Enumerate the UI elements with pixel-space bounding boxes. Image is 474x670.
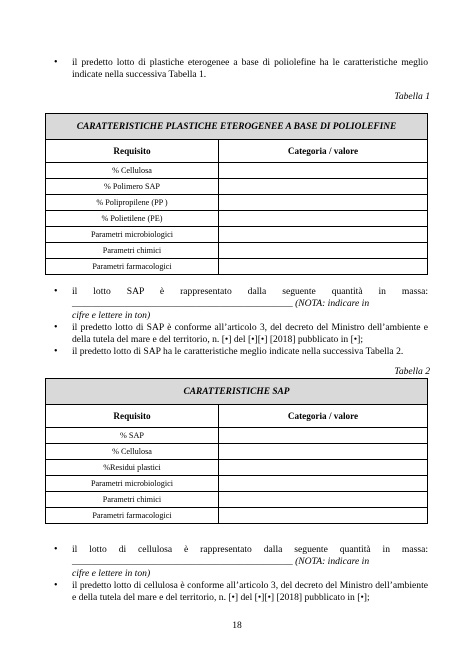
table1-title: CARATTERISTICHE PLASTICHE ETEROGENEE A BASE DI POLIOLEFINE <box>46 114 428 140</box>
sap-conformity-bullet <box>56 322 428 346</box>
table1-requisito-cell: Parametri farmacologici <box>46 259 219 275</box>
table2-requisito-cell: % Cellulosa <box>46 444 219 460</box>
sap-quantity-line: il lotto SAP è rappresentato dalla seguente quantità in massa: <box>72 286 428 297</box>
table1-value-cell[interactable] <box>219 227 428 243</box>
table2-requisito-cell: % SAP <box>46 428 219 444</box>
table-row <box>46 211 428 227</box>
sap-quantity-blank[interactable]: ______________________________________________ <box>72 298 293 309</box>
table1-requisito-cell: % Polimero SAP <box>46 179 219 195</box>
sap-characteristics-text: il predetto lotto di SAP ha le caratteristiche meglio indicate nella successiva Tabella 2. <box>72 346 404 357</box>
table1-header-categoria: Categoria / valore <box>219 140 428 163</box>
table2-header-categoria: Categoria / valore <box>219 405 428 428</box>
table1-value-cell[interactable] <box>219 195 428 211</box>
bullet-icon: • <box>54 322 58 333</box>
table1-requisito-cell: Parametri chimici <box>46 243 219 259</box>
table-row <box>46 428 428 444</box>
table2-value-cell[interactable] <box>219 492 428 508</box>
intro-bullet <box>56 57 428 81</box>
table-row <box>46 195 428 211</box>
bullet-icon: • <box>54 580 58 591</box>
table2-value-cell[interactable] <box>219 444 428 460</box>
table2-requisito-cell: Parametri microbiologici <box>46 476 219 492</box>
sap-quantity-note-cont: cifre e lettere in ton) <box>72 310 151 321</box>
sap-conformity-text: il predetto lotto di SAP è conforme all’articolo 3, del decreto del Ministro dell’ambiente e della tutela del mare e del territorio, n. [•] del [•][•] [2018] pubblicato in [•]; <box>72 322 428 345</box>
cellulosa-quantity-bullet <box>56 544 428 580</box>
table1-requisito-cell: Parametri microbiologici <box>46 227 219 243</box>
table1 <box>45 113 428 275</box>
bullet-icon: • <box>54 544 58 555</box>
bullet-icon: • <box>54 346 58 357</box>
table1-requisito-cell: % Polietilene (PE) <box>46 211 219 227</box>
cellulosa-conformity-bullet <box>56 580 428 604</box>
table2-caption: Tabella 2 <box>394 366 430 377</box>
table1-value-cell[interactable] <box>219 243 428 259</box>
page-number: 18 <box>232 620 242 631</box>
cellulosa-conformity-text: il predetto lotto di cellulosa è conforme all’articolo 3, del decreto del Ministro dell’ambiente e della tutela del mare e del territorio, n. [•] del [•][•] [2018] pubblicato in [•]; <box>72 580 428 603</box>
cellulosa-quantity-note: (NOTA: indicare in <box>295 556 370 567</box>
table-row <box>46 163 428 179</box>
table-row <box>46 460 428 476</box>
table2-title: CARATTERISTICHE SAP <box>46 379 428 405</box>
table-row <box>46 476 428 492</box>
table-row <box>46 508 428 524</box>
table-row <box>46 492 428 508</box>
table2-value-cell[interactable] <box>219 476 428 492</box>
table2 <box>45 378 428 524</box>
cellulosa-quantity-line: il lotto di cellulosa è rappresentato dalla seguente quantità in massa: <box>72 544 428 555</box>
table2-value-cell[interactable] <box>219 508 428 524</box>
table1-value-cell[interactable] <box>219 211 428 227</box>
table1-header-requisito: Requisito <box>46 140 219 163</box>
table1-caption: Tabella 1 <box>394 91 430 102</box>
table-row <box>46 259 428 275</box>
sap-quantity-note: (NOTA: indicare in <box>295 298 370 309</box>
table2-header-requisito: Requisito <box>46 405 219 428</box>
table2-requisito-cell: Parametri chimici <box>46 492 219 508</box>
table1-value-cell[interactable] <box>219 163 428 179</box>
table1-requisito-cell: % Cellulosa <box>46 163 219 179</box>
bullet-icon: • <box>54 57 58 68</box>
table1-value-cell[interactable] <box>219 259 428 275</box>
cellulosa-quantity-blank[interactable]: ______________________________________________ <box>72 556 293 567</box>
bullet-icon: • <box>54 286 58 297</box>
table2-value-cell[interactable] <box>219 460 428 476</box>
table-row <box>46 227 428 243</box>
table1-value-cell[interactable] <box>219 179 428 195</box>
sap-quantity-bullet <box>56 286 428 322</box>
cellulosa-quantity-note-cont: cifre e lettere in ton) <box>72 568 151 579</box>
sap-characteristics-bullet <box>56 346 428 358</box>
intro-bullet-text: il predetto lotto di plastiche eterogenee a base di poliolefine ha le caratteristiche meglio indicate nella successiva Tabella 1. <box>72 57 428 80</box>
table1-requisito-cell: % Polipropilene (PP ) <box>46 195 219 211</box>
table-row <box>46 243 428 259</box>
table2-requisito-cell: Parametri farmacologici <box>46 508 219 524</box>
table2-requisito-cell: %Residui plastici <box>46 460 219 476</box>
table-row <box>46 444 428 460</box>
table2-value-cell[interactable] <box>219 428 428 444</box>
table-row <box>46 179 428 195</box>
